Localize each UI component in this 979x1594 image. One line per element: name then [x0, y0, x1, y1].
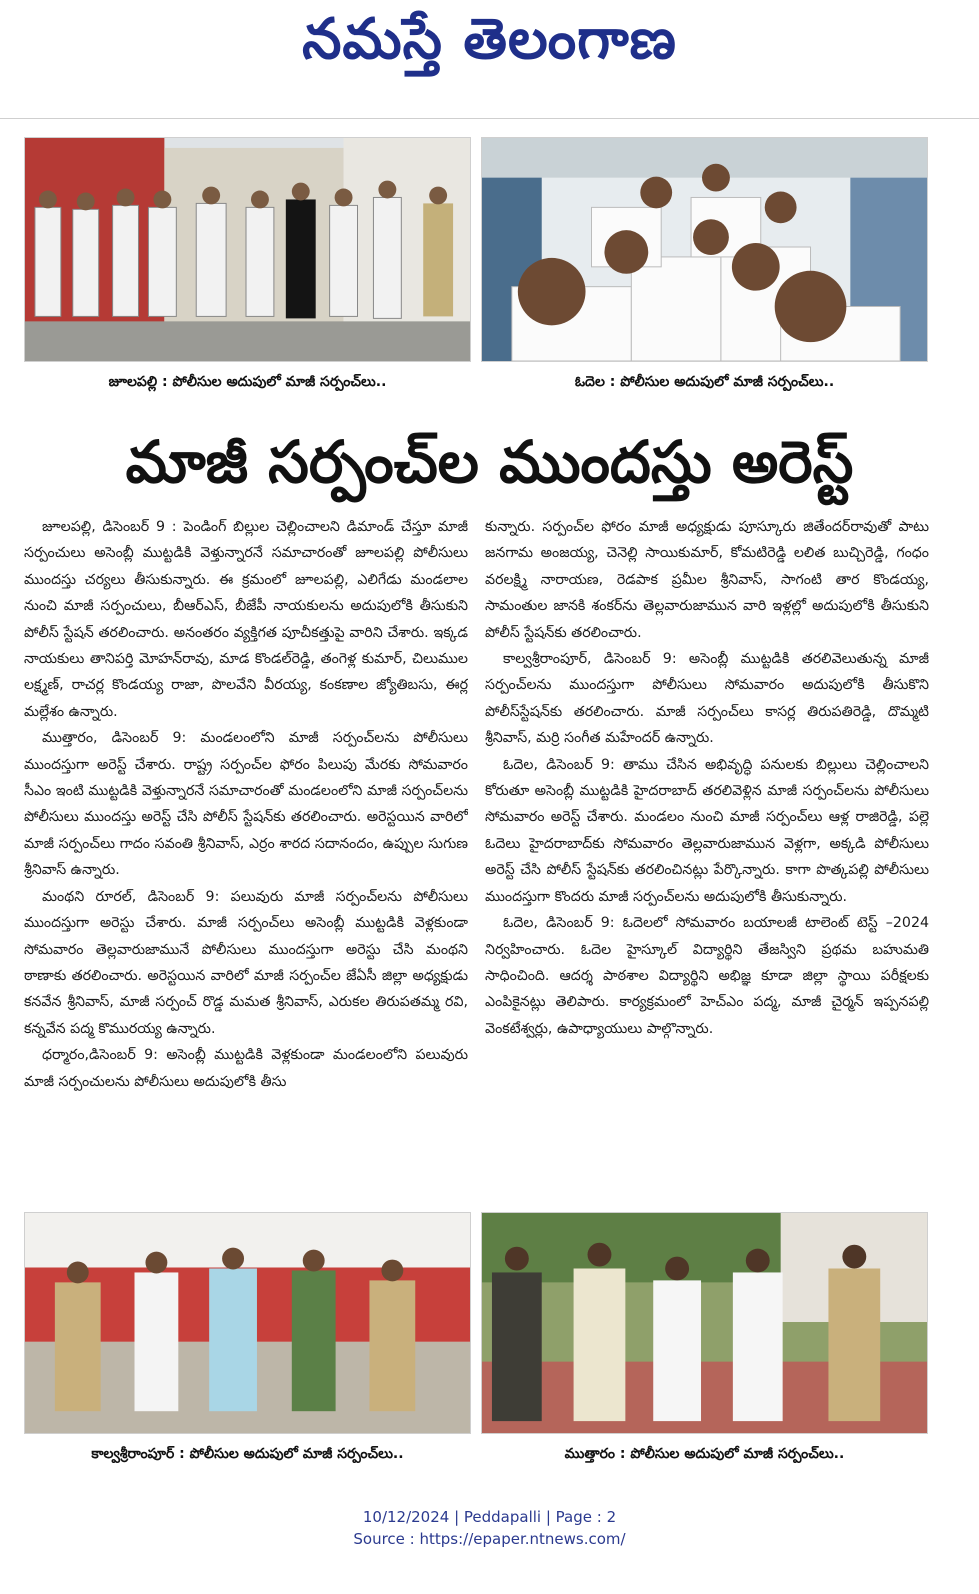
photo-odela-bus-image: [482, 138, 927, 361]
article-paragraph-muttaram: ముత్తారం, డిసెంబర్ 9: మండలంలోని మాజీ సర్పంచ్‌లను పోలీసులు ముందస్తుగా అరెస్ట్ చేశారు. రాష్ట్ర సర్పంచ్‌ల ఫోరం పిలుపు మేరకు సోమవారం సీఎం ఇంటి ముట్టడికి వెళ్తున్నారనే సమాచారంతో మండలంలోని మాజీ సర్పంచ్‌లను పోలీసులు ముందస్తు అరెస్ట్ చేసి పోలీస్ స్టేషన్‌కు తరలించారు. అరెస్టయిన వారిలో మాజీ సర్పంచ్‌లు గాదం సవంతి శ్రీనివాస్, ఎర్రం శారద సదానందం, ఉప్పుల సుగుణ శ్రీనివాస్ ఉన్నారు.: [24, 730, 468, 879]
photo-kalvasriramapur: [24, 1212, 471, 1434]
newspaper-logo-title: నమస్తే తెలంగాణ: [302, 7, 677, 72]
article-paragraph-odela-talent-test: ఓదెల, డిసెంబర్ 9: ఓదెలలో సోమవారం బయాలజీ టాలెంట్ టెస్ట్ –2024 నిర్వహించారు. ఓదెల హైస్కూల్ విద్యార్థిని తేజస్విని ప్రథమ బహుమతి సాధించింది. ఆదర్శ పాఠశాల విద్యార్థిని అభిజ్ఞ కూడా జిల్లా స్థాయి పరీక్షలకు ఎంపికైనట్లు తెలిపారు. కార్యక్రమంలో హెచ్‌ఎం పద్మ, మాజీ చైర్మన్ ఇప్పనపల్లి వెంకటేశ్వర్లు, ఉపాధ్యాయులు పాల్గొన్నారు.: [485, 915, 929, 1037]
photo-julapalli-image: [25, 138, 470, 361]
photo-odela-bus: [481, 137, 928, 362]
footer-source-link[interactable]: Source : https://epaper.ntnews.com/: [353, 1530, 626, 1548]
caption-julapalli: జూలపల్లి : పోలీసుల అదుపులో మాజీ సర్పంచ్‌లు..: [108, 374, 387, 390]
article-paragraph-manthani: మంథని రూరల్, డిసెంబర్ 9: పలువురు మాజీ సర్పంచ్‌లను పోలీసులు ముందస్తుగా అరెస్టు చేశారు. మాజీ సర్పంచ్‌లు అసెంబ్లీ ముట్టడికి వెళ్లకుండా సోమవారం తెల్లవారుజామునే పోలీసులు ముందస్తుగా అరెస్టు చేసి మంథని ఠాణాకు తరలించారు. అరెస్టయిన వారిలో మాజీ సర్పంచ్‌ల జేఏసీ జిల్లా అధ్యక్షుడు కనవేన శ్రీనివాస్, మాజీ సర్పంచ్ రొడ్డ మమత శ్రీనివాస్, ఎరుకల తిరుపతమ్మ రవి, కన్నవేన పద్మ కొమురయ్య ఉన్నారు.: [24, 888, 468, 1037]
article-paragraph-kalvasriramapur: కాల్వశ్రీరాంపూర్, డిసెంబర్ 9: అసెంబ్లీ ముట్టడికి తరలివెలుతున్న మాజీ సర్పంచ్‌లను ముందస్తుగా పోలీసులు సోమవారం అదుపులోకి తీసుకొని పోలీస్‌స్టేషన్‌కు తరలించారు. మాజీ సర్పంచ్‌లు కాసర్ల తిరుపతిరెడ్డి, దొమ్మటి శ్రీనివాస్, మర్రి సంగీత మహేందర్ ఉన్నారు.: [485, 651, 929, 747]
article-paragraph-dharmaram: ధర్మారం,డిసెంబర్ 9: అసెంబ్లీ ముట్టడికి వెళ్లకుండా మండలంలోని పలువురు మాజీ సర్పంచులను పోలీసులు అదుపులోకి తీసు: [24, 1047, 468, 1090]
article-headline: మాజీ సర్పంచ్‌ల ముందస్తు అరెస్ట్: [125, 428, 854, 496]
masthead: [0, 0, 979, 118]
footer-date-edition: 10/12/2024 | Peddapalli | Page : 2: [362, 1508, 617, 1526]
caption-kalvasriramapur: కాల్వశ్రీరాంపూర్ : పోలీసుల అదుపులో మాజీ సర్పంచ్‌లు..: [91, 1446, 404, 1462]
article-paragraph-dharmaram-cont: కున్నారు. సర్పంచ్‌ల ఫోరం మాజీ అధ్యక్షుడు పూస్కూరు జితేందర్‌రావుతో పాటు జనగామ అంజయ్య, చెనెల్లి సాయికుమార్, కోమటిరెడ్డి లలిత బుచ్చిరెడ్డి, గంధం వరలక్ష్మి నారాయణ, రెడపాక ప్రమీల శ్రీనివాస్, సాగంటి తార కొండయ్య, సామంతుల జానకి శంకర్‌ను తెల్లవారుజామున వారి ఇళ్లల్లో అదుపులోకి తీసుకుని పోలీస్ స్టేషన్‌కు తరలించారు.: [485, 519, 929, 641]
article-column-left: [24, 514, 468, 1192]
caption-muttaram: ముత్తారం : పోలీసుల అదుపులో మాజీ సర్పంచ్‌లు..: [564, 1446, 845, 1462]
article-paragraph-odela-arrest: ఓదెల, డిసెంబర్ 9: తాము చేసిన అభివృద్ధి పనులకు బిల్లులు చెల్లించాలని కోరుతూ అసెంబ్లీ ముట్టడికి హైదరాబాద్ తరలివెళ్లిన మాజీ సర్పంచ్‌లను పోలీసులు సోమవారం అరెస్ట్ చేశారు. మండలం నుంచి మాజీ సర్పంచ్‌లు ఆళ్ల రాజిరెడ్డి, పల్లె ఓదెలు హైదరాబాద్‌కు సోమవారం తెల్లవారుజామున వెళ్లగా, అక్కడి పోలీసులు అరెస్ట్ చేసి పోలీస్ స్టేషన్‌కు తరలించినట్లు పేర్కొన్నారు. కాగా పొత్కపల్లి పోలీసులు ముందస్తుగా కొందరు మాజీ సర్పంచ్‌లను అదుపులోకి తీసుకున్నారు.: [485, 756, 929, 905]
photo-muttaram-image: [482, 1213, 927, 1433]
photo-kalvasriramapur-image: [25, 1213, 470, 1433]
caption-odela: ఓదెల : పోలీసుల అదుపులో మాజీ సర్పంచ్‌లు..: [574, 374, 835, 390]
article-column-right: [485, 514, 929, 1192]
masthead-divider: [0, 118, 979, 119]
article-paragraph-julapalli: జూలపల్లి, డిసెంబర్ 9 : పెండింగ్ బిల్లుల చెల్లించాలని డిమాండ్ చేస్తూ మాజీ సర్పంచులు అసెంబ్లీ ముట్టడికి వెళ్తున్నారనే సమాచారంతో జూలపల్లి పోలీసులు ముందస్తు చర్యలు తీసుకున్నారు. ఈ క్రమంలో జూలపల్లి, ఎలిగేడు మండలాల నుంచి మాజీ సర్పంచులు, బీఆర్ఎస్, బీజేపీ నాయకులను అదుపులోకి తీసుకుని పోలీస్ స్టేషన్ తరలించారు. అనంతరం వ్యక్తిగత పూచీకత్తుపై వారిని చేశారు. ఇక్కడ నాయకులు తానిపర్తి మోహన్‌రావు, మాడ కొండల్‌రెడ్డి, తంగెళ్ల కుమార్, చిలుముల లక్ష్మణ్, రాచర్ల కొండయ్య రాజా, పొలవేని వీరయ్య, కంకణాల జ్యోతిబసు, ఈర్ల మల్లేశం ఉన్నారు.: [24, 519, 468, 720]
photo-julapalli: [24, 137, 471, 362]
photo-muttaram: [481, 1212, 928, 1434]
